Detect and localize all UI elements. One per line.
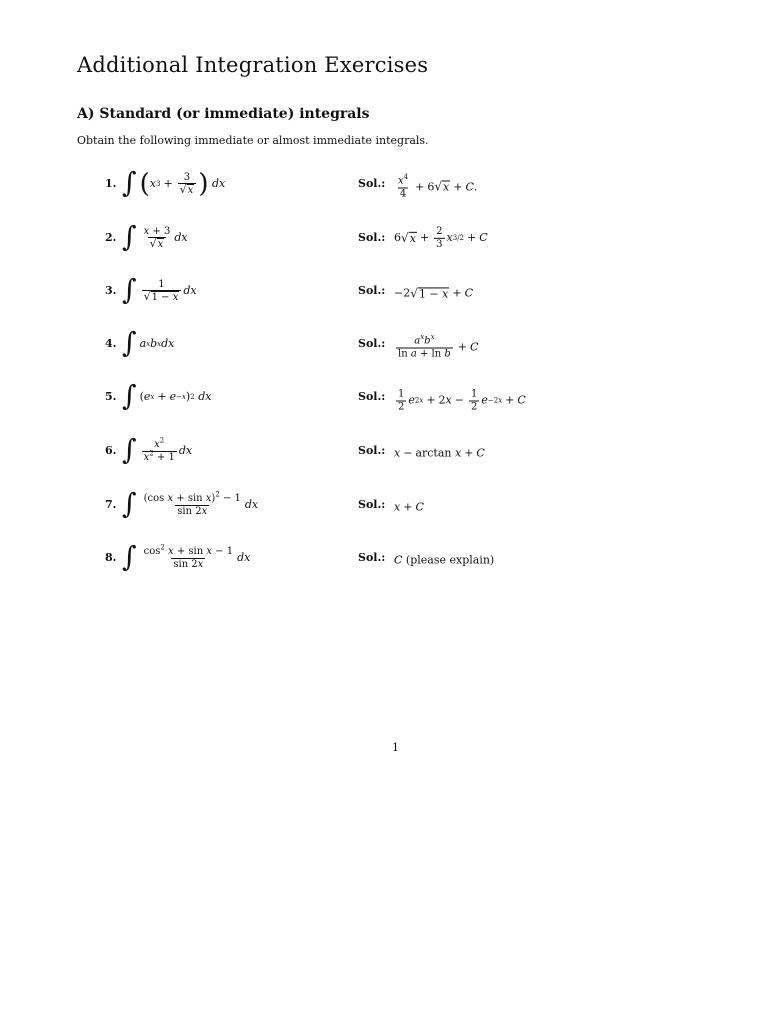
exercise-2-integral: ∫ x + 3 √ x dx [122, 220, 188, 253]
solution-6-label: Sol.: [358, 444, 386, 457]
exercise-5-integral: ∫ ( e x + e −x ) 2 dx [122, 379, 212, 412]
integral-sign-icon: ∫ [122, 326, 137, 359]
exercise-4-number: 4. [105, 337, 117, 350]
exercise-7-solution: x + C [394, 500, 424, 514]
exercise-6-solution: x − arctan x + C [394, 446, 485, 460]
integral-sign-icon: ∫ [122, 166, 137, 199]
section-heading: A) Standard (or immediate) integrals [77, 106, 370, 122]
exercise-2-solution: 6 √ x + $\frac{2}{3}$ x 3/2 + C [394, 226, 488, 250]
exercise-6-integral: ∫ $\frac{x^2}{x^2 + 1}$ dx [122, 433, 193, 466]
integral-sign-icon: ∫ [122, 273, 137, 306]
solution-5-label: Sol.: [358, 390, 386, 403]
solution-8-label: Sol.: [358, 551, 386, 564]
integral-sign-icon: ∫ [122, 379, 137, 412]
exercise-8-integral: ∫ $\frac{\cos^2 x + \sin x - 1}{\sin 2x}$ dx [122, 540, 251, 573]
integral-sign-icon: ∫ [122, 433, 137, 466]
exercise-1-solution: $\frac{x^4}{4}$ + 6 √ x + C . [398, 173, 478, 199]
exercise-4-solution: $\frac{a^xb^x}{\text{ln a + ln b}}$ + C [398, 333, 479, 359]
exercise-3-integral: ∫ 1 √ 1 − x dx [122, 273, 197, 306]
solution-4-label: Sol.: [358, 337, 386, 350]
exercise-7-integral: ∫ $\frac{(\cos x + \sin x)^2 - 1}{\sin 2x}$ dx [122, 487, 259, 520]
solution-7-label: Sol.: [358, 498, 386, 511]
exercise-5-solution: $\frac{1}{2}$ e 2x + 2 x − $\frac{1}{2}$ e −2x + C [398, 388, 526, 412]
exercise-1-integral: ∫ ( x 3 + 3 √ x ) dx [122, 166, 226, 199]
exercise-1-number: 1. [105, 177, 117, 190]
integral-sign-icon: ∫ [122, 487, 137, 520]
exercise-4-integral: ∫ a x b x dx [122, 326, 175, 359]
solution-3-label: Sol.: [358, 284, 386, 297]
exercise-8-number: 8. [105, 551, 117, 564]
document-title: Additional Integration Exercises [77, 53, 429, 77]
exercise-7-number: 7. [105, 498, 117, 511]
exercise-5-number: 5. [105, 390, 117, 403]
exercise-3-solution: −2 √ 1 − x + C [394, 285, 474, 300]
integral-sign-icon: ∫ [122, 540, 137, 573]
exercise-6-number: 6. [105, 444, 117, 457]
solution-1-label: Sol.: [358, 177, 386, 190]
instruction-text: Obtain the following immediate or almost immediate integrals. [77, 134, 429, 147]
solution-2-label: Sol.: [358, 231, 386, 244]
exercise-8-solution: C (please explain) [394, 553, 495, 567]
integral-sign-icon: ∫ [122, 220, 137, 253]
exercise-3-number: 3. [105, 284, 117, 297]
exercise-2-number: 2. [105, 231, 117, 244]
page-number: 1 [392, 741, 399, 754]
